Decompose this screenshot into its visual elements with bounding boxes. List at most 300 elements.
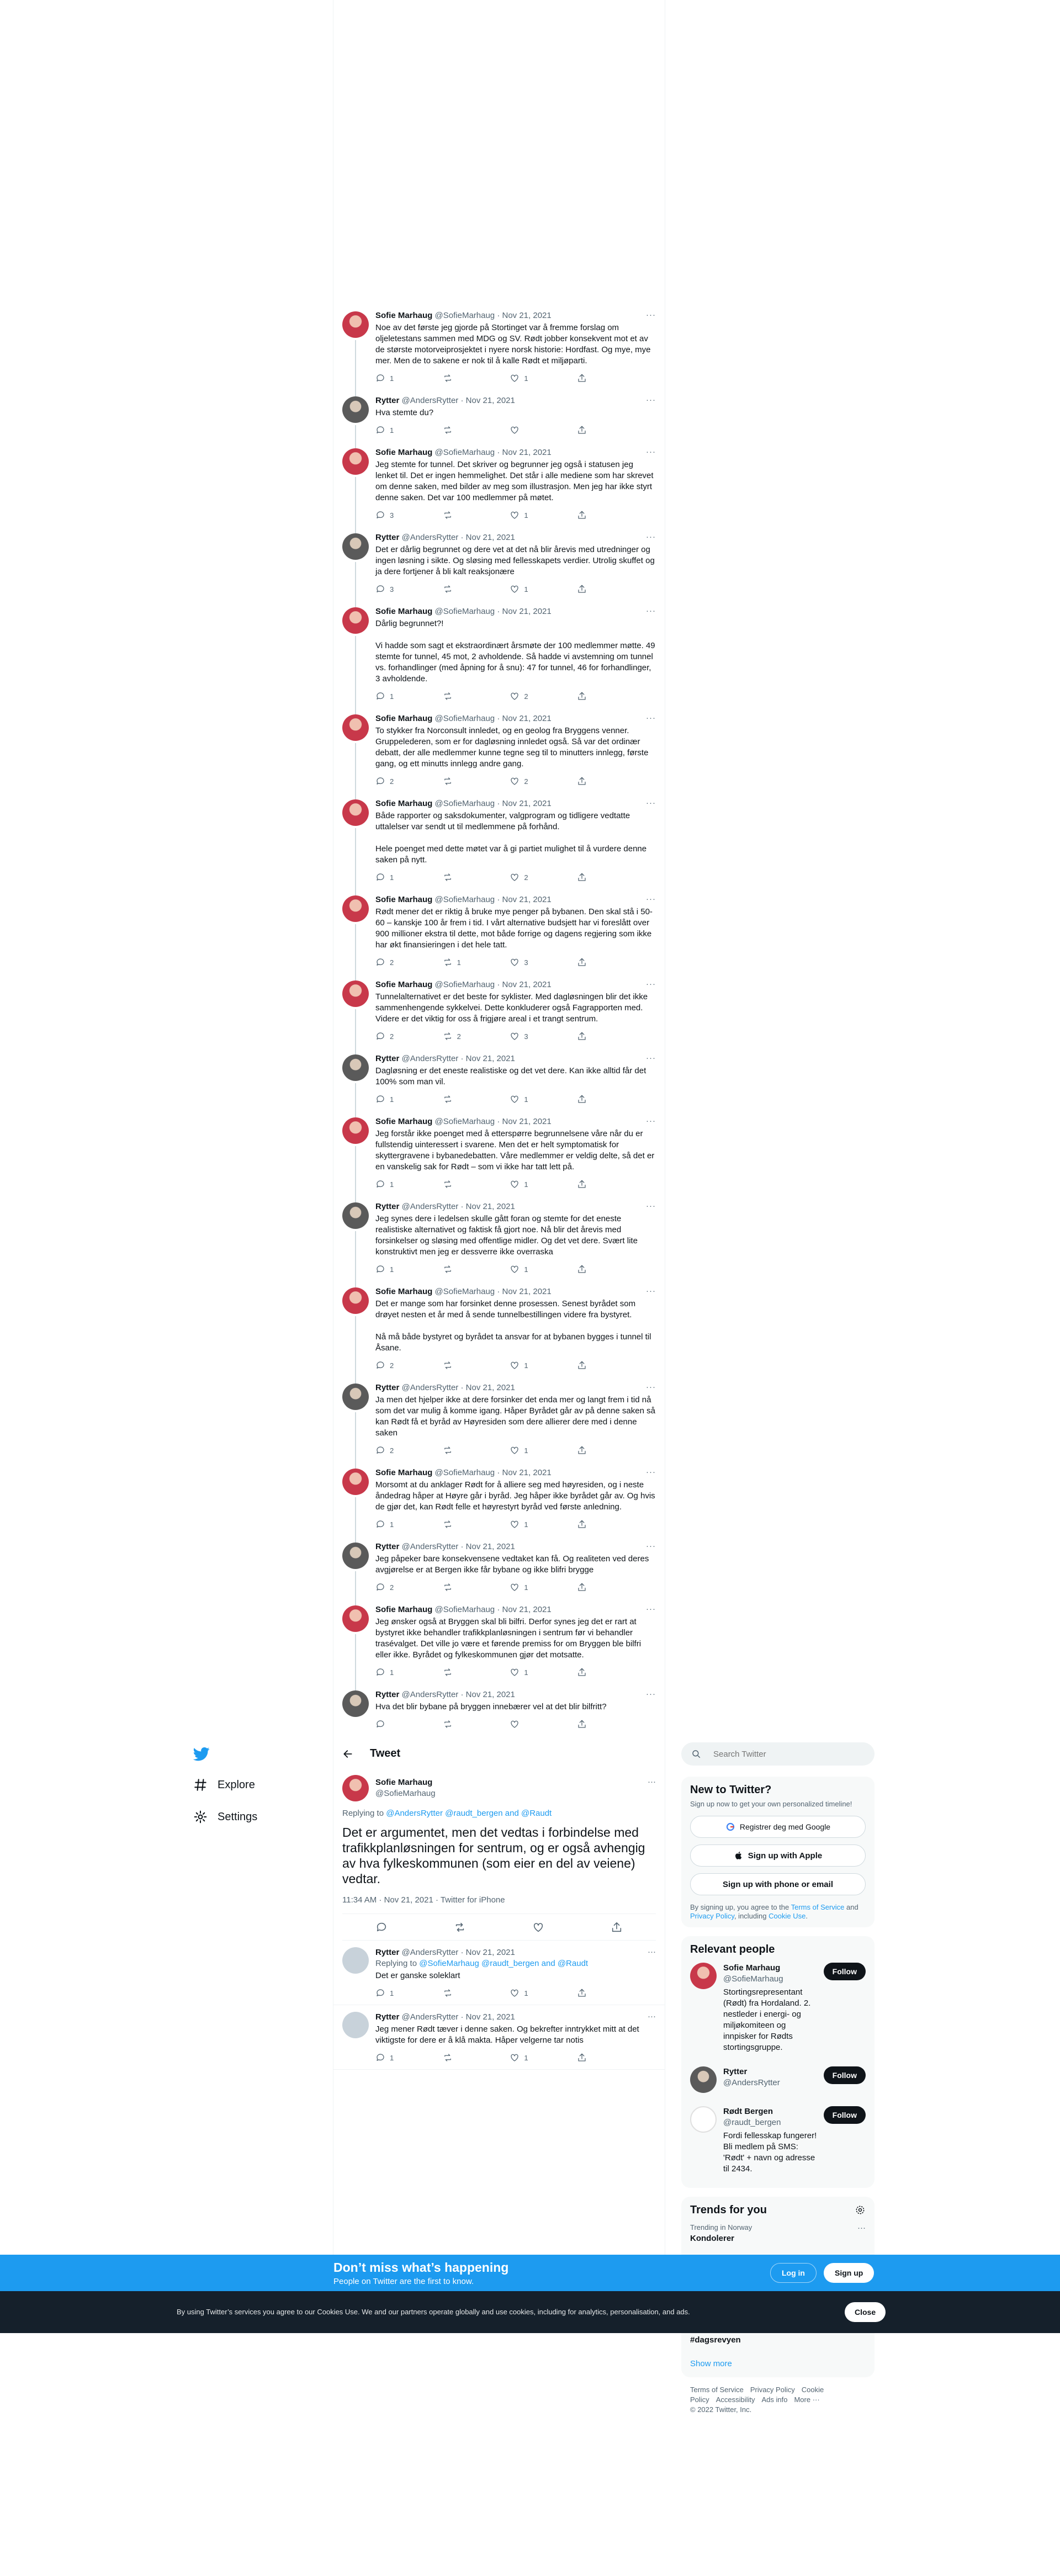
- author-avatar[interactable]: [342, 1287, 369, 1314]
- more-options-icon[interactable]: ···: [646, 979, 656, 989]
- more-options-icon[interactable]: ···: [648, 1947, 656, 1957]
- trend-name: Kondolerer: [690, 2234, 735, 2243]
- more-options-icon[interactable]: ···: [646, 798, 656, 808]
- apple-signup-button[interactable]: [690, 1844, 866, 1867]
- tweet-date[interactable]: Nov 21, 2021: [465, 1542, 515, 1551]
- main-tweet-avatar[interactable]: [342, 1775, 369, 1801]
- author-avatar[interactable]: [342, 799, 369, 826]
- tweet-date[interactable]: Nov 21, 2021: [465, 533, 515, 542]
- like-action[interactable]: [510, 510, 543, 520]
- share-action[interactable]: [577, 1582, 610, 1592]
- thread-tweet[interactable]: [333, 1111, 665, 1196]
- person-handle: @AndersRytter: [723, 2078, 780, 2087]
- thread-connector: [355, 1231, 356, 1287]
- footer-link[interactable]: Cookie Policy: [690, 2386, 824, 2404]
- author-handle[interactable]: @SofieMarhaug: [434, 1468, 495, 1477]
- more-options-icon[interactable]: ···: [646, 606, 656, 616]
- reply-action[interactable]: [375, 1445, 409, 1455]
- cookie-close-button[interactable]: Close: [845, 2302, 886, 2322]
- tweet-date[interactable]: Nov 21, 2021: [465, 1690, 515, 1699]
- gear-icon: [193, 1810, 208, 1824]
- share-action[interactable]: [577, 1719, 610, 1729]
- author-handle[interactable]: @AndersRytter: [401, 1542, 459, 1551]
- google-signup-button[interactable]: [690, 1816, 866, 1838]
- thread-tweet[interactable]: [333, 442, 665, 527]
- reply-action[interactable]: [375, 1667, 409, 1677]
- follow-button[interactable]: Follow: [824, 1963, 866, 1980]
- share-action[interactable]: [577, 1519, 610, 1529]
- share-action[interactable]: [577, 510, 610, 520]
- tweet-date[interactable]: Nov 21, 2021: [502, 448, 552, 457]
- share-action[interactable]: [577, 957, 610, 967]
- author-handle[interactable]: @SofieMarhaug: [434, 980, 495, 989]
- apple-signup-label: Sign up with Apple: [748, 1851, 823, 1861]
- retweet-action[interactable]: [443, 2053, 476, 2063]
- author-avatar[interactable]: [342, 1202, 369, 1229]
- person-avatar[interactable]: [690, 2066, 717, 2093]
- tweet-date[interactable]: Nov 21, 2021: [465, 1202, 515, 1211]
- reply-action[interactable]: [375, 691, 409, 701]
- retweet-icon: [443, 2053, 453, 2063]
- tweet-header: [375, 1947, 656, 1958]
- author-name[interactable]: Rytter: [375, 2012, 400, 2022]
- author-avatar[interactable]: [342, 311, 369, 338]
- more-options-icon[interactable]: ···: [646, 1053, 656, 1063]
- share-action[interactable]: [577, 373, 610, 383]
- relevant-people-panel: [681, 1936, 875, 2188]
- author-handle[interactable]: @SofieMarhaug: [434, 448, 495, 457]
- share-action[interactable]: [577, 2053, 610, 2063]
- reply-action[interactable]: [375, 373, 409, 383]
- author-avatar[interactable]: [342, 1690, 369, 1717]
- author-handle[interactable]: @AndersRytter: [401, 1690, 459, 1699]
- like-count: 2: [524, 777, 528, 786]
- thread-connector: [355, 1412, 356, 1469]
- thread-tweet[interactable]: [333, 1536, 665, 1599]
- thread-tweet[interactable]: [333, 1281, 665, 1377]
- share-action[interactable]: [577, 1031, 610, 1041]
- like-action[interactable]: [510, 691, 543, 701]
- share-action[interactable]: [577, 691, 610, 701]
- retweet-action[interactable]: [443, 510, 476, 520]
- retweet-action[interactable]: [443, 584, 476, 594]
- retweet-action[interactable]: [443, 1719, 476, 1729]
- author-name[interactable]: Sofie Marhaug: [375, 714, 433, 723]
- like-action[interactable]: [510, 1094, 543, 1104]
- author-avatar[interactable]: [342, 980, 369, 1007]
- author-name[interactable]: Rytter: [375, 1383, 400, 1392]
- share-action[interactable]: [577, 1445, 610, 1455]
- reply-action[interactable]: [375, 776, 409, 786]
- more-options-icon[interactable]: ···: [646, 1604, 656, 1614]
- more-options-icon[interactable]: ···: [646, 1541, 656, 1551]
- retweet-icon: [443, 1360, 453, 1370]
- more-options-icon[interactable]: ···: [857, 2223, 866, 2233]
- reply-action[interactable]: [375, 1031, 409, 1041]
- retweet-action[interactable]: [443, 1031, 476, 1041]
- author-avatar[interactable]: [342, 1054, 369, 1081]
- footer-link[interactable]: Privacy Policy: [750, 2386, 795, 2394]
- author-name[interactable]: Rytter: [375, 1054, 400, 1063]
- author-handle[interactable]: @SofieMarhaug: [434, 895, 495, 904]
- author-handle[interactable]: @AndersRytter: [401, 1202, 459, 1211]
- tweet-header: [375, 1286, 656, 1297]
- reply-action[interactable]: [375, 1719, 409, 1729]
- retweet-action[interactable]: [443, 872, 476, 882]
- thread-tweet[interactable]: [333, 974, 665, 1048]
- like-action[interactable]: [510, 373, 543, 383]
- more-options-icon[interactable]: ···: [646, 894, 656, 904]
- like-icon: [510, 1445, 520, 1455]
- share-action[interactable]: [577, 1667, 610, 1677]
- nav-explore[interactable]: [193, 1778, 255, 1792]
- author-handle[interactable]: @SofieMarhaug: [434, 1605, 495, 1614]
- author-handle[interactable]: @AndersRytter: [401, 396, 459, 405]
- more-options-icon[interactable]: ···: [646, 713, 656, 723]
- like-icon: [510, 1988, 520, 1998]
- author-name[interactable]: Sofie Marhaug: [375, 980, 433, 989]
- share-icon: [577, 1031, 587, 1041]
- tweet-date[interactable]: Nov 21, 2021: [502, 311, 552, 320]
- share-action[interactable]: [577, 425, 610, 435]
- author-avatar[interactable]: [342, 895, 369, 922]
- tweet-date[interactable]: Nov 21, 2021: [502, 1468, 552, 1477]
- tweet-date[interactable]: Nov 21, 2021: [502, 895, 552, 904]
- reply-action[interactable]: [375, 1360, 409, 1370]
- search-input[interactable]: [713, 1750, 851, 1759]
- reply-count: 1: [390, 1668, 394, 1677]
- retweet-action[interactable]: [443, 373, 476, 383]
- author-name[interactable]: Rytter: [375, 1948, 400, 1957]
- retweet-action[interactable]: [443, 1582, 476, 1592]
- retweet-action[interactable]: [443, 1667, 476, 1677]
- footer-link[interactable]: More ···: [794, 2395, 820, 2404]
- google-g-icon: [725, 1822, 735, 1832]
- like-action[interactable]: [510, 1360, 543, 1370]
- author-avatar[interactable]: [342, 396, 369, 423]
- new-to-twitter-panel: [681, 1777, 875, 1927]
- author-name[interactable]: Sofie Marhaug: [375, 1468, 433, 1477]
- main-tweet-author-name[interactable]: Sofie Marhaug: [375, 1778, 433, 1787]
- retweet-action[interactable]: [443, 1519, 476, 1529]
- reply-action[interactable]: [375, 872, 409, 882]
- author-handle[interactable]: @AndersRytter: [401, 1383, 459, 1392]
- signup-button[interactable]: Sign up: [824, 2263, 874, 2283]
- follow-button[interactable]: Follow: [824, 2066, 866, 2084]
- thread-tweet[interactable]: [333, 1684, 665, 1736]
- more-options-icon[interactable]: ···: [646, 532, 656, 542]
- replying-to-link[interactable]: @SofieMarhaug @raudt_bergen and @Raudt: [419, 1959, 589, 1968]
- back-arrow-icon[interactable]: [342, 1748, 353, 1759]
- author-avatar[interactable]: [342, 714, 369, 741]
- more-options-icon[interactable]: ···: [648, 2012, 656, 2021]
- reply-tweet[interactable]: [333, 1941, 665, 2005]
- tweet-date[interactable]: Nov 21, 2021: [465, 1054, 515, 1063]
- share-action[interactable]: [577, 1360, 610, 1370]
- thread-tweet[interactable]: [333, 889, 665, 974]
- retweet-action[interactable]: [443, 957, 476, 967]
- reply-action[interactable]: [375, 1519, 409, 1529]
- author-handle[interactable]: @SofieMarhaug: [434, 799, 495, 808]
- author-avatar[interactable]: [342, 533, 369, 560]
- search-box[interactable]: [681, 1742, 875, 1766]
- settings-gear-icon[interactable]: [855, 2204, 866, 2215]
- thread-tweet[interactable]: [333, 1377, 665, 1462]
- like-action[interactable]: [510, 1445, 543, 1455]
- reply-icon: [375, 1360, 385, 1370]
- like-action[interactable]: [510, 1179, 543, 1189]
- more-options-icon[interactable]: ···: [646, 1689, 656, 1699]
- copyright: © 2022 Twitter, Inc.: [690, 2405, 752, 2414]
- main-tweet-replying-to: [342, 1808, 656, 1819]
- author-handle[interactable]: @AndersRytter: [401, 1054, 459, 1063]
- retweet-action[interactable]: [443, 1445, 476, 1455]
- tweet-date[interactable]: Nov 21, 2021: [502, 1287, 552, 1296]
- retweet-count: 2: [457, 1032, 461, 1041]
- person-name[interactable]: Rødt Bergen: [723, 2107, 773, 2116]
- separator-dot: ·: [495, 1117, 502, 1126]
- tweet-header: [375, 606, 656, 617]
- author-handle[interactable]: @AndersRytter: [401, 533, 459, 542]
- reply-action[interactable]: [375, 425, 409, 435]
- replying-to-link[interactable]: @AndersRytter @raudt_bergen and @Raudt: [386, 1809, 552, 1818]
- like-action[interactable]: [510, 2053, 543, 2063]
- more-options-icon[interactable]: ···: [646, 447, 656, 457]
- tweet-date[interactable]: Nov 21, 2021: [502, 1117, 552, 1126]
- reply-count: 1: [390, 426, 394, 434]
- author-avatar[interactable]: [342, 1117, 369, 1144]
- like-action[interactable]: [510, 1264, 543, 1274]
- tweet-date[interactable]: Nov 21, 2021: [502, 607, 552, 616]
- thread-tweet[interactable]: [333, 708, 665, 793]
- footer-link[interactable]: Accessibility: [716, 2395, 755, 2404]
- tweet-header: [375, 1053, 656, 1064]
- author-avatar[interactable]: [342, 1469, 369, 1495]
- author-avatar[interactable]: [342, 1947, 369, 1974]
- reply-action[interactable]: [375, 1264, 409, 1274]
- like-action[interactable]: [510, 425, 543, 435]
- tweet-text: Tunnelalternativet er det beste for syklister. Med dagløsningen blir det ikke sammenhengende sykkelvei. Dette konkluderer også Fagrapporten med. Videre er det viktig for oss å frigjøre areal i et trangt sentrum.: [375, 992, 650, 1024]
- thread-tweet[interactable]: [333, 305, 665, 390]
- person-avatar[interactable]: [690, 2106, 717, 2133]
- share-icon[interactable]: [611, 1921, 623, 1933]
- person-avatar[interactable]: [690, 1963, 717, 1989]
- thread-tweet[interactable]: [333, 527, 665, 601]
- thread-tweet[interactable]: [333, 1048, 665, 1111]
- more-options-icon[interactable]: ···: [646, 310, 656, 320]
- like-action[interactable]: [510, 1988, 543, 1998]
- tweet-actions: [375, 1719, 610, 1729]
- legal-text-part: , including: [734, 1912, 769, 1920]
- retweet-action[interactable]: [443, 1264, 476, 1274]
- like-action[interactable]: [510, 1031, 543, 1041]
- like-action[interactable]: [510, 872, 543, 882]
- like-action[interactable]: [510, 1582, 543, 1592]
- author-handle[interactable]: @SofieMarhaug: [434, 607, 495, 616]
- like-action[interactable]: [510, 584, 543, 594]
- main-tweet-timestamp[interactable]: 11:34 AM · Nov 21, 2021 · Twitter for iPhone: [342, 1895, 656, 1914]
- person-name[interactable]: Rytter: [723, 2067, 748, 2076]
- author-name[interactable]: Sofie Marhaug: [375, 1117, 433, 1126]
- author-name[interactable]: Sofie Marhaug: [375, 895, 433, 904]
- retweet-icon[interactable]: [454, 1921, 466, 1933]
- like-action[interactable]: [510, 957, 543, 967]
- reply-tweet[interactable]: [333, 2005, 665, 2070]
- share-action[interactable]: [577, 1988, 610, 1998]
- author-avatar[interactable]: [342, 1605, 369, 1632]
- author-name[interactable]: Rytter: [375, 1202, 400, 1211]
- phone-email-signup-button[interactable]: [690, 1873, 866, 1895]
- reply-icon[interactable]: [375, 1921, 388, 1933]
- more-options-icon[interactable]: ···: [648, 1777, 656, 1787]
- author-handle[interactable]: @SofieMarhaug: [434, 714, 495, 723]
- tweet-header: [375, 979, 656, 990]
- like-action[interactable]: [510, 1719, 543, 1729]
- retweet-action[interactable]: [443, 691, 476, 701]
- like-icon: [510, 1264, 520, 1274]
- reply-action[interactable]: [375, 957, 409, 967]
- more-options-icon[interactable]: ···: [646, 1467, 656, 1477]
- author-handle[interactable]: @AndersRytter: [401, 1948, 459, 1957]
- more-options-icon[interactable]: ···: [646, 1116, 656, 1126]
- more-options-icon[interactable]: ···: [646, 1382, 656, 1392]
- more-options-icon[interactable]: ···: [646, 1286, 656, 1296]
- reply-action[interactable]: [375, 510, 409, 520]
- like-count: 1: [524, 1520, 528, 1529]
- reply-action[interactable]: [375, 1094, 409, 1104]
- tweet-header: [375, 1382, 656, 1393]
- privacy-link[interactable]: Privacy Policy: [690, 1912, 734, 1920]
- reply-action[interactable]: [375, 1988, 409, 1998]
- retweet-action[interactable]: [443, 1179, 476, 1189]
- reply-icon: [375, 776, 385, 786]
- new-to-twitter-title: New to Twitter?: [690, 1784, 772, 1796]
- author-handle[interactable]: @AndersRytter: [401, 2012, 459, 2022]
- share-action[interactable]: [577, 1094, 610, 1104]
- terms-link[interactable]: Terms of Service: [791, 1903, 845, 1911]
- author-name[interactable]: Sofie Marhaug: [375, 1287, 433, 1296]
- author-avatar[interactable]: [342, 2012, 369, 2038]
- retweet-action[interactable]: [443, 1094, 476, 1104]
- cookie-use-link[interactable]: Cookie Use: [768, 1912, 806, 1920]
- share-action[interactable]: [577, 584, 610, 594]
- thread-tweet[interactable]: [333, 793, 665, 889]
- tweet-date[interactable]: Nov 21, 2021: [465, 1383, 515, 1392]
- tweet-date[interactable]: Nov 21, 2021: [465, 2012, 515, 2022]
- share-action[interactable]: [577, 776, 610, 786]
- tweet-text: Dårlig begrunnet?! Vi hadde som sagt et ekstraordinært årsmøte der 100 medlemmer møtte. 49 stemte for tunnel, 45 mot, 2 avholdende. Så hadde vi avstemning om tunnel vs. forhandlinger (med åpning for å snu): 47 for tunnel, 46 for forhandlinger, 3 avholdende.: [375, 619, 655, 683]
- tweet-date[interactable]: Nov 21, 2021: [502, 714, 552, 723]
- retweet-action[interactable]: [443, 776, 476, 786]
- follow-button[interactable]: Follow: [824, 2106, 866, 2124]
- reply-action[interactable]: [375, 2053, 409, 2063]
- author-name[interactable]: Rytter: [375, 1542, 400, 1551]
- login-button[interactable]: Log in: [770, 2263, 817, 2283]
- retweet-action[interactable]: [443, 1360, 476, 1370]
- nav-settings[interactable]: [193, 1810, 257, 1824]
- google-signup-label: Registrer deg med Google: [739, 1822, 831, 1831]
- author-handle[interactable]: @SofieMarhaug: [434, 1117, 495, 1126]
- relevant-person[interactable]: [690, 1956, 866, 2060]
- like-action[interactable]: [510, 776, 543, 786]
- relevant-person[interactable]: [690, 2060, 866, 2100]
- share-action[interactable]: [577, 1264, 610, 1274]
- author-name[interactable]: Rytter: [375, 396, 400, 405]
- like-icon: [510, 2053, 520, 2063]
- like-action[interactable]: [510, 1519, 543, 1529]
- conversation-thread: [333, 305, 665, 1739]
- tweet-date[interactable]: Nov 21, 2021: [502, 980, 552, 989]
- footer-link[interactable]: Terms of Service: [690, 2386, 744, 2394]
- like-icon: [510, 872, 520, 882]
- author-name[interactable]: Sofie Marhaug: [375, 1605, 433, 1614]
- twitter-bird-icon[interactable]: [193, 1746, 210, 1762]
- page-title: Tweet: [370, 1747, 401, 1759]
- tweet-header: [375, 1201, 656, 1212]
- tweet-date[interactable]: Nov 21, 2021: [502, 799, 552, 808]
- separator-dot: ·: [458, 1542, 466, 1551]
- author-avatar[interactable]: [342, 1543, 369, 1569]
- reply-action[interactable]: [375, 1582, 409, 1592]
- main-tweet-author-handle[interactable]: @SofieMarhaug: [375, 1789, 436, 1798]
- share-icon: [577, 1988, 587, 1998]
- share-action[interactable]: [577, 872, 610, 882]
- author-name[interactable]: Sofie Marhaug: [375, 799, 433, 808]
- author-handle[interactable]: @SofieMarhaug: [434, 311, 495, 320]
- separator-dot: ·: [495, 895, 502, 904]
- show-more-link[interactable]: Show more: [690, 2359, 732, 2368]
- like-action[interactable]: [510, 1667, 543, 1677]
- retweet-action[interactable]: [443, 425, 476, 435]
- author-avatar[interactable]: [342, 1384, 369, 1410]
- person-name[interactable]: Sofie Marhaug: [723, 1963, 781, 1973]
- like-icon[interactable]: [532, 1921, 544, 1933]
- thread-tweet[interactable]: [333, 1599, 665, 1684]
- reply-action[interactable]: [375, 584, 409, 594]
- trend-name: #dagsrevyen: [690, 2335, 741, 2345]
- tweet-actions: [375, 1179, 610, 1189]
- tweet-header-bar: [333, 1739, 665, 1768]
- thread-tweet[interactable]: [333, 390, 665, 442]
- author-name[interactable]: Rytter: [375, 1690, 400, 1699]
- tweet-date[interactable]: Nov 21, 2021: [502, 1605, 552, 1614]
- separator-dot: ·: [495, 1605, 502, 1614]
- more-options-icon[interactable]: ···: [646, 395, 656, 405]
- thread-tweet[interactable]: [333, 1462, 665, 1536]
- author-name[interactable]: Sofie Marhaug: [375, 448, 433, 457]
- tweet-date[interactable]: Nov 21, 2021: [465, 396, 515, 405]
- retweet-action[interactable]: [443, 1988, 476, 1998]
- relevant-person[interactable]: [690, 2100, 866, 2181]
- author-name[interactable]: Rytter: [375, 533, 400, 542]
- author-handle[interactable]: @SofieMarhaug: [434, 1287, 495, 1296]
- author-name[interactable]: Sofie Marhaug: [375, 607, 433, 616]
- tweet-detail: [333, 1739, 665, 2081]
- author-avatar[interactable]: [342, 448, 369, 475]
- tweet-date[interactable]: Nov 21, 2021: [465, 1948, 515, 1957]
- reply-action[interactable]: [375, 1179, 409, 1189]
- thread-tweet[interactable]: [333, 601, 665, 708]
- thread-tweet[interactable]: [333, 1196, 665, 1281]
- trend-item[interactable]: [690, 2217, 866, 2251]
- share-icon: [577, 1264, 587, 1274]
- share-action[interactable]: [577, 1179, 610, 1189]
- footer-link[interactable]: Ads info: [761, 2395, 788, 2404]
- more-options-icon[interactable]: ···: [646, 1201, 656, 1211]
- like-icon: [510, 1360, 520, 1370]
- author-avatar[interactable]: [342, 607, 369, 634]
- author-name[interactable]: Sofie Marhaug: [375, 311, 433, 320]
